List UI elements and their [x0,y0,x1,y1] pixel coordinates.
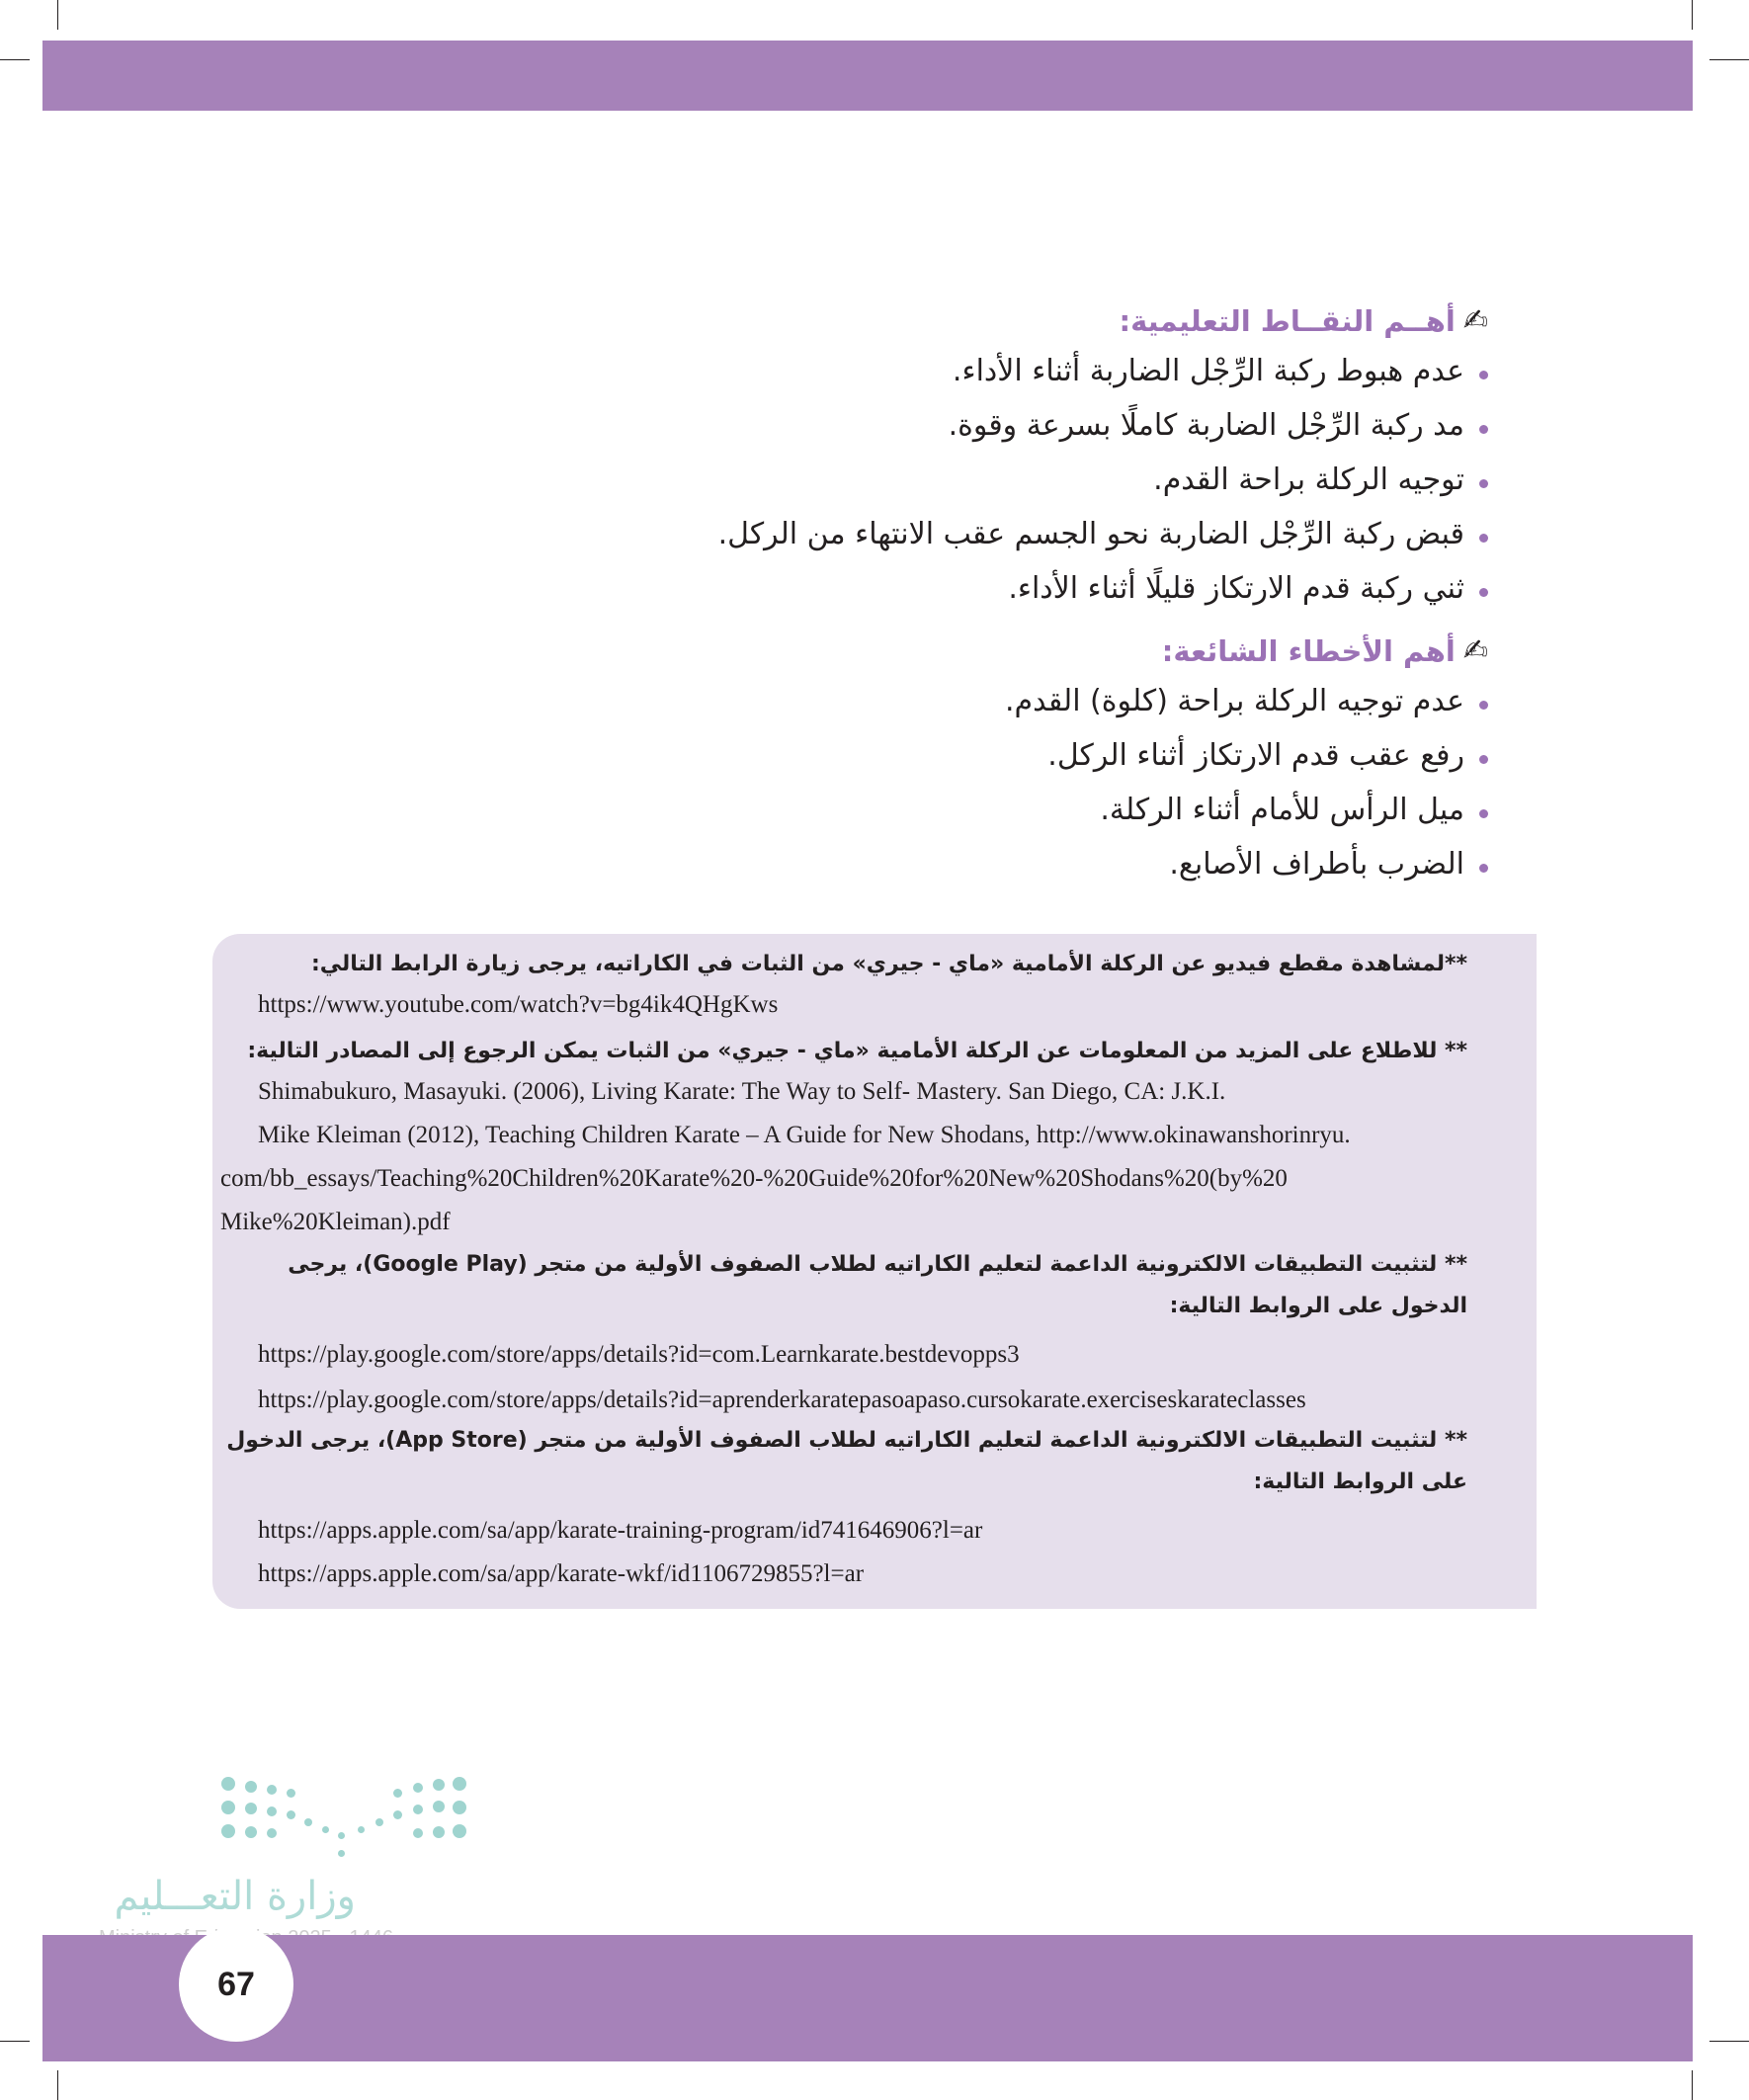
pen-icon: ✍ [1462,633,1488,668]
video-link[interactable]: https://www.youtube.com/watch?v=bg4ik4QHgKws [258,991,779,1018]
google-play-link-1[interactable]: https://play.google.com/store/apps/details?id=com.Learnkarate.bestdevopps3 [258,1341,1020,1368]
logo-dot [304,1818,312,1826]
video-note: **لمشاهدة مقطع فيديو عن الركلة الأمامية «ماي - جيري» من الثبات في الكاراتيه، يرجى زيارة الرابط التالي: [310,952,1467,976]
logo-dot [287,1810,295,1819]
logo-dot [267,1806,277,1816]
logo-dot [322,1826,329,1833]
crop-mark [1692,2070,1693,2100]
logo-dot [338,1850,345,1857]
logo-dot [267,1828,277,1838]
teaching-points-heading [500,298,1488,344]
list-item: رفع عقب قدم الارتكاز أثناء الركل. [500,728,1488,783]
list-item: قبض ركبة الرِّجْل الضاربة نحو الجسم عقب الانتهاء من الركل. [500,507,1488,561]
crop-mark [1709,59,1749,60]
logo-dot [287,1789,295,1798]
app-store-link-2[interactable]: https://apps.apple.com/sa/app/karate-wkf/id1106729855?l=ar [258,1560,865,1587]
teaching-points-title: أهــم النقــاط التعليمية: [1119,304,1456,338]
source-2-line-3[interactable]: Mike%20Kleiman).pdf [220,1209,451,1235]
logo-dot [453,1777,466,1791]
crop-mark [0,59,30,60]
source-2-line-2[interactable]: com/bb_essays/Teaching%20Children%20Karate%20-%20Guide%20for%20New%20Shodans%20(by%20 [220,1165,1288,1192]
logo-dot [375,1818,383,1826]
logo-dot [245,1781,257,1793]
source-2-line-1[interactable]: Mike Kleiman (2012), Teaching Children Karate – A Guide for New Shodans, http://www.okinawanshorinryu. [258,1122,1351,1148]
logo-dot [245,1826,257,1838]
header-band [42,41,1693,111]
google-play-note: ** لتثبيت التطبيقات الالكترونية الداعمة لتعليم الكاراتيه لطلاب الصفوف الأولية من متجر (Google Play)، يرجى الدخول على الروابط التالية: [288,1252,1467,1318]
logo-text: وزارة التعـــليم [114,1874,356,1919]
list-item: ميل الرأس للأمام أثناء الركلة. [500,783,1488,837]
logo-dot [433,1826,445,1838]
logo-dot [393,1789,402,1798]
pen-icon: ✍ [1462,303,1488,338]
common-mistakes-section [500,629,1488,891]
references-box [212,934,1537,1609]
google-play-link-2[interactable]: https://play.google.com/store/apps/details?id=aprenderkaratepasoapaso.cursokarate.exerciseskarateclasses [258,1386,1306,1413]
list-item: عدم هبوط ركبة الرِّجْل الضاربة أثناء الأداء. [500,344,1488,398]
common-mistakes-heading [500,629,1488,674]
sources-note: ** للاطلاع على المزيد من المعلومات عن الركلة الأمامية «ماي - جيري» من الثبات يمكن الرجوع إلى المصادر التالية: [247,1039,1467,1063]
logo-dot [221,1777,235,1791]
logo-dot [221,1824,235,1838]
logo-dot [245,1803,257,1814]
logo-dot [433,1779,445,1791]
list-item: مد ركبة الرِّجْل الضاربة كاملًا بسرعة وقوة. [500,398,1488,453]
logo-dot [358,1826,365,1833]
logo-dot [413,1828,423,1838]
app-store-link-1[interactable]: https://apps.apple.com/sa/app/karate-training-program/id741646906?l=ar [258,1517,983,1544]
logo-dot [413,1805,423,1814]
list-item: ثني ركبة قدم الارتكاز قليلًا أثناء الأداء. [500,561,1488,616]
crop-mark [57,2070,58,2100]
logo-dot [221,1801,235,1814]
crop-mark [1709,2041,1749,2042]
list-item: توجيه الركلة براحة القدم. [500,453,1488,507]
common-mistakes-title: أهم الأخطاء الشائعة: [1161,634,1456,668]
teaching-points-list [500,344,1488,616]
logo-dot [453,1824,466,1838]
app-store-note: ** لتثبيت التطبيقات الالكترونية الداعمة لتعليم الكاراتيه لطلاب الصفوف الأولية من متجر (App Store)، يرجى الدخول على الروابط التالية: [226,1428,1467,1494]
logo-dot [338,1832,345,1839]
common-mistakes-list [500,674,1488,891]
logo-dot [267,1785,277,1795]
logo-dot [413,1783,423,1793]
crop-mark [57,0,58,30]
list-item: عدم توجيه الركلة براحة (كلوة) القدم. [500,674,1488,728]
list-item: الضرب بأطراف الأصابع. [500,837,1488,891]
logo-dot [393,1810,402,1819]
source-1: Shimabukuro, Masayuki. (2006), Living Karate: The Way to Self- Mastery. San Diego, CA: J.K.I. [258,1078,1226,1105]
logo-dot [433,1801,445,1812]
crop-mark [1692,0,1693,30]
logo-dot [453,1801,466,1814]
teaching-points-section [500,298,1488,616]
crop-mark [0,2041,30,2042]
page-number: 67 [179,1927,293,2042]
